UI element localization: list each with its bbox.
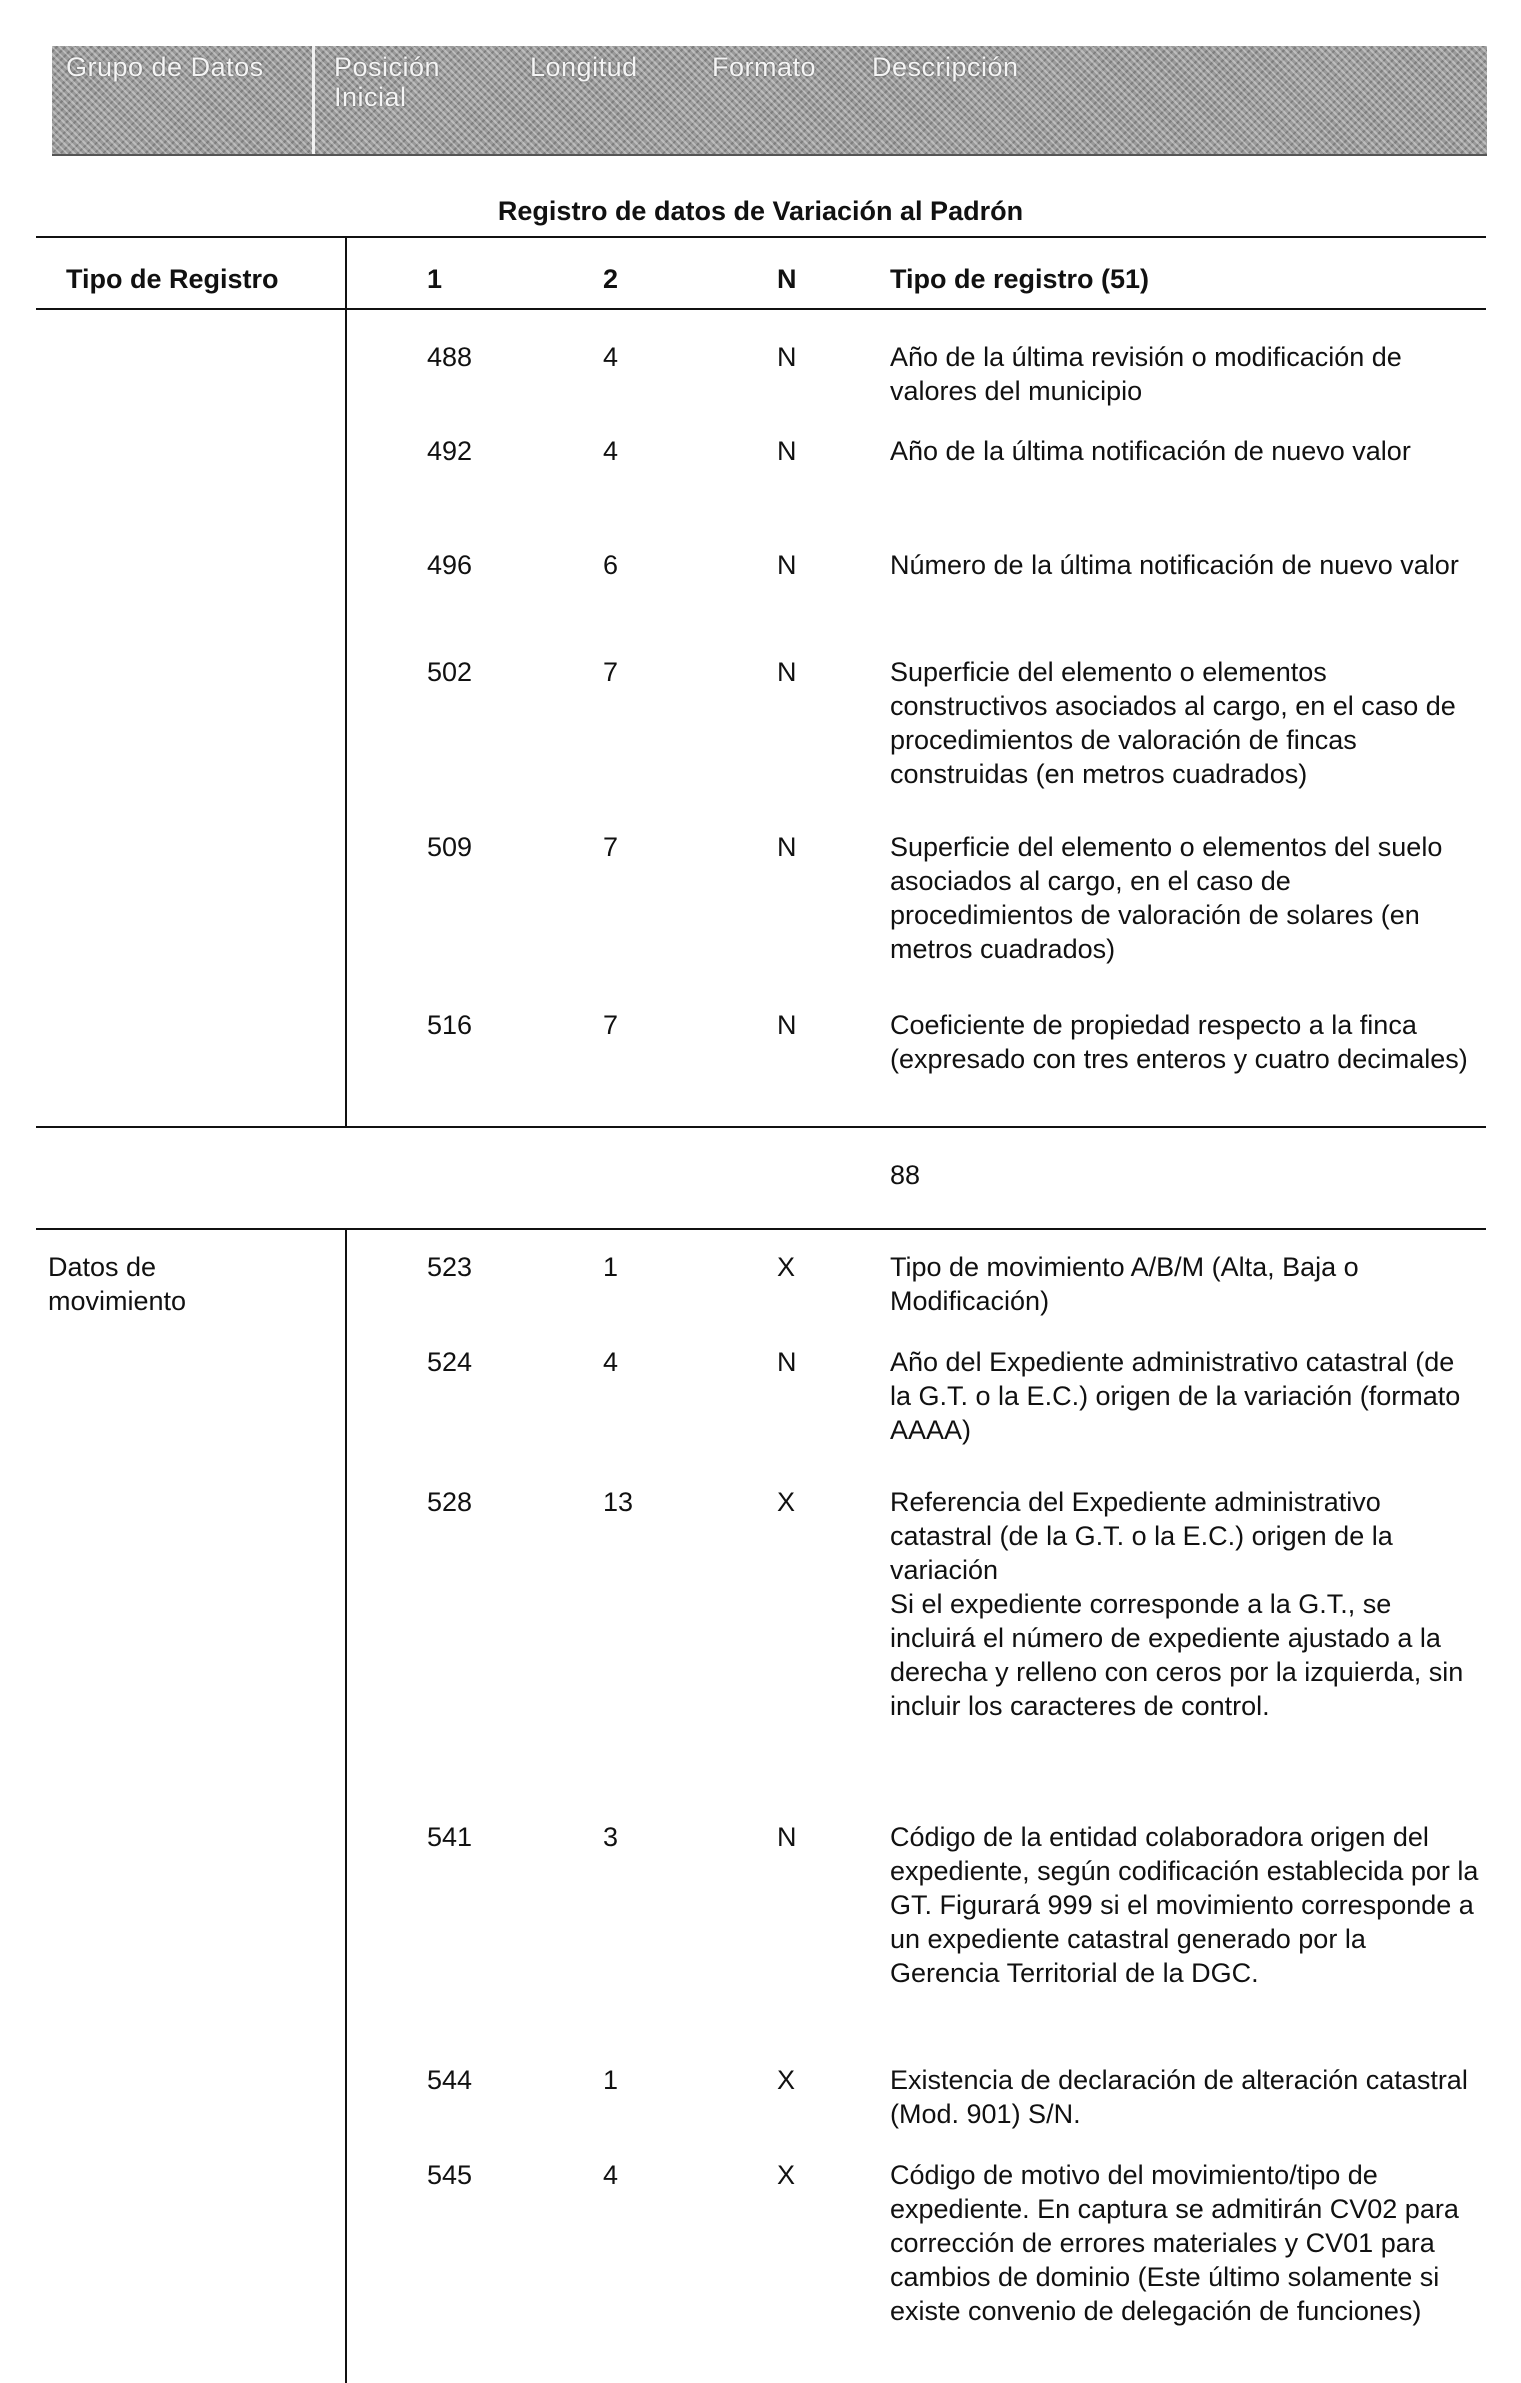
row-description: Superficie del elemento o elementos del suelo asociados al cargo, en el caso de procedimientos de valoración de solares (en metros cuadrados)	[890, 832, 1443, 964]
row-format: N	[777, 657, 797, 687]
column-header-band	[52, 46, 1487, 156]
row-format: N	[777, 342, 797, 372]
row-description: Existencia de declaración de alteración catastral (Mod. 901) S/N.	[890, 2065, 1468, 2129]
header-descripcion: Descripción	[872, 52, 1019, 82]
colhead-1: 1	[427, 264, 443, 294]
group2-top-rule	[36, 1228, 1486, 1230]
row-length: 4	[603, 436, 619, 466]
row-description: Código de la entidad colaboradora origen del expediente, según codificación establecida por la GT. Figurará 999 si el movimiento corresponde a un expediente catastral generado por la Gerencia Territorial de la DGC.	[890, 1822, 1479, 1988]
row-description: Superficie del elemento o elementos constructivos asociados al cargo, en el caso de procedimientos de valoración de fincas construidas (en metros cuadrados)	[890, 657, 1456, 789]
subtotal: 88	[890, 1160, 921, 1190]
row-format: X	[777, 1487, 796, 1517]
row-position: 544	[427, 2065, 473, 2095]
row-format: N	[777, 832, 797, 862]
row-format: N	[777, 1347, 797, 1377]
row-position: 509	[427, 832, 473, 862]
row-format: N	[777, 1822, 797, 1852]
row-length: 4	[603, 2160, 619, 2190]
header-bottom-rule	[36, 308, 1486, 310]
column-divider-2	[345, 1230, 347, 2383]
row-length: 1	[603, 1252, 619, 1282]
row-length: 6	[603, 550, 619, 580]
header-divider	[312, 46, 315, 154]
row-length: 7	[603, 832, 619, 862]
row-format: X	[777, 2160, 796, 2190]
header-grupo-de-datos: Grupo de Datos	[66, 52, 264, 82]
header-posicion-inicial: Posición Inicial	[334, 52, 441, 112]
row-position: 488	[427, 342, 473, 372]
colhead-2: 2	[603, 264, 619, 294]
column-divider	[345, 238, 347, 1126]
row-description: Referencia del Expediente administrativo catastral (de la G.T. o la E.C.) origen de la variación Si el expediente corresponde a la G.T., se incluirá el número de expediente ajustado a la derecha y relleno con ceros por la izquierda, sin incluir los caracteres de control.	[890, 1487, 1464, 1721]
row-position: 496	[427, 550, 473, 580]
section-title: Registro de datos de Variación al Padrón	[497, 196, 1024, 226]
row-position: 528	[427, 1487, 473, 1517]
row-position: 524	[427, 1347, 473, 1377]
row-length: 13	[603, 1487, 634, 1517]
row-format: N	[777, 1010, 797, 1040]
header-longitud: Longitud	[530, 52, 638, 82]
row-position: 545	[427, 2160, 473, 2190]
row-format: N	[777, 550, 797, 580]
row-description: Año de la última notificación de nuevo valor	[890, 436, 1411, 466]
header-formato: Formato	[712, 52, 817, 82]
row-length: 4	[603, 1347, 619, 1377]
colhead-n: N	[777, 264, 797, 294]
row-description: Año de la última revisión o modificación de valores del municipio	[890, 342, 1402, 406]
row-position: 492	[427, 436, 473, 466]
row-format: N	[777, 436, 797, 466]
row-format: X	[777, 1252, 796, 1282]
row-length: 7	[603, 657, 619, 687]
row-position: 541	[427, 1822, 473, 1852]
row-position: 516	[427, 1010, 473, 1040]
row-description: Código de motivo del movimiento/tipo de expediente. En captura se admitirán CV02 para corrección de errores materiales y CV01 para cambios de dominio (Este último solamente si existe convenio de delegación de funciones)	[890, 2160, 1459, 2326]
group2-label: Datos de movimiento	[48, 1252, 187, 1316]
row-description: Año del Expediente administrativo catastral (de la G.T. o la E.C.) origen de la variación (formato AAAA)	[890, 1347, 1461, 1445]
row-description: Coeficiente de propiedad respecto a la finca (expresado con tres enteros y cuatro decimales)	[890, 1010, 1468, 1074]
row-length: 7	[603, 1010, 619, 1040]
row-description: Número de la última notificación de nuevo valor	[890, 550, 1459, 580]
colhead-tipo-de-registro: Tipo de Registro	[66, 264, 279, 294]
row-length: 3	[603, 1822, 619, 1852]
table-top-rule	[36, 236, 1486, 238]
row-description: Tipo de movimiento A/B/M (Alta, Baja o Modificación)	[890, 1252, 1359, 1316]
row-format: X	[777, 2065, 796, 2095]
row-position: 502	[427, 657, 473, 687]
row-position: 523	[427, 1252, 473, 1282]
row-length: 1	[603, 2065, 619, 2095]
group1-bottom-rule	[36, 1126, 1486, 1128]
colhead-tipo-de-registro-51: Tipo de registro (51)	[890, 264, 1150, 294]
row-length: 4	[603, 342, 619, 372]
